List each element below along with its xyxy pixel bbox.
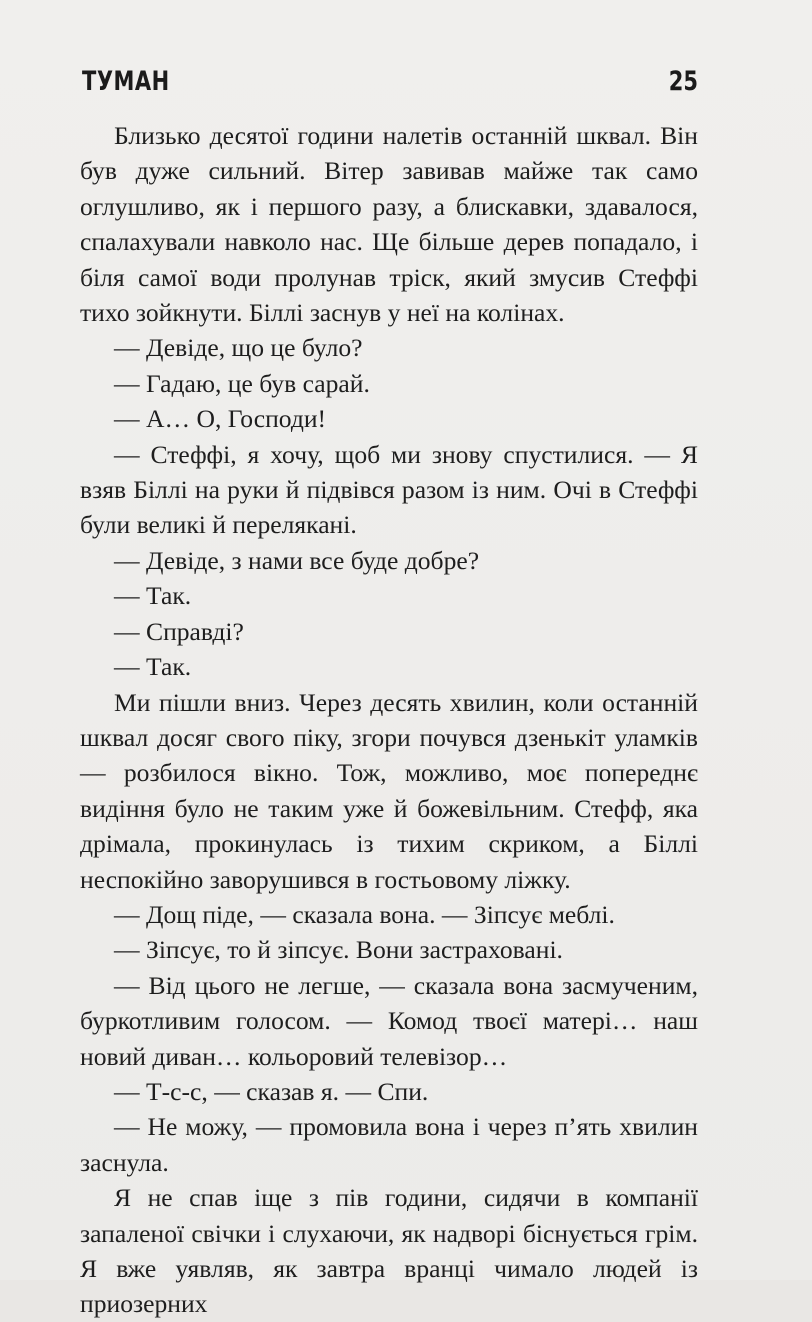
dialogue-line: — А… О, Господи! — [114, 404, 327, 434]
paragraph: Близько десятої години налетів останній шквал. Він був дуже сильний. Вітер завивав майже так само оглушливо, як і першого разу, а блискавки, здавалося, спалахували навколо нас. Ще більше дерев попадало, і біля самої води пролунав тріск, який змусив Стеффі тихо зойкнути. Біллі заснув у неї на колінах. — [80, 121, 698, 328]
dialogue-line: — Зіпсує, то й зіпсує. Вони застраховані. — [114, 935, 563, 965]
dialogue-line: — Девіде, що це було? — [114, 333, 363, 363]
dialogue-line: — Не можу, — промовила вона і через п’ять хвилин заснула. — [80, 1112, 698, 1177]
dialogue-line: — Так. — [114, 581, 192, 611]
running-head — [80, 66, 698, 100]
paragraph: Ми пішли вниз. Через десять хвилин, коли останній шквал досяг свого піку, згори почувся дзенькіт уламків — розбилося вікно. Тож, можливо, моє попереднє видіння було не таким уже й божевільним. Стефф, яка дрімала, прокинулась із тихим скриком, а Біллі неспокійно заворушився в гостьовому ліжку. — [80, 687, 698, 894]
dialogue-line: — Т-с-с, — сказав я. — Спи. — [114, 1076, 429, 1106]
page-number: 25 — [668, 66, 698, 96]
running-head-title: ТУМАН — [82, 66, 170, 96]
dialogue-line: — Справді? — [114, 616, 244, 646]
paragraph: Я не спав іще з пів години, сидячи в компанії запаленої свічки і слухаючи, як надворі біснується грім. Я вже уявляв, як завтра вранці чимало людей із приозерних — [80, 1183, 698, 1319]
dialogue-line: — Гадаю, це був сарай. — [114, 368, 370, 398]
body-text — [80, 118, 698, 1322]
dialogue-line: — Стеффі, я хочу, щоб ми знову спустилися. — Я взяв Біллі на руки й підвівся разом із ним. Очі в Стеффі були великі й перелякані. — [80, 439, 698, 540]
dialogue-line: — Дощ піде, — сказала вона. — Зіпсує меблі. — [114, 899, 615, 929]
dialogue-line: — Так. — [114, 652, 192, 682]
dialogue-line: — Від цього не легше, — сказала вона засмученим, буркотливим голосом. — Комод твоєї матері… наш новий диван… кольоровий телевізор… — [80, 970, 698, 1071]
dialogue-line: — Девіде, з нами все буде добре? — [114, 545, 480, 575]
